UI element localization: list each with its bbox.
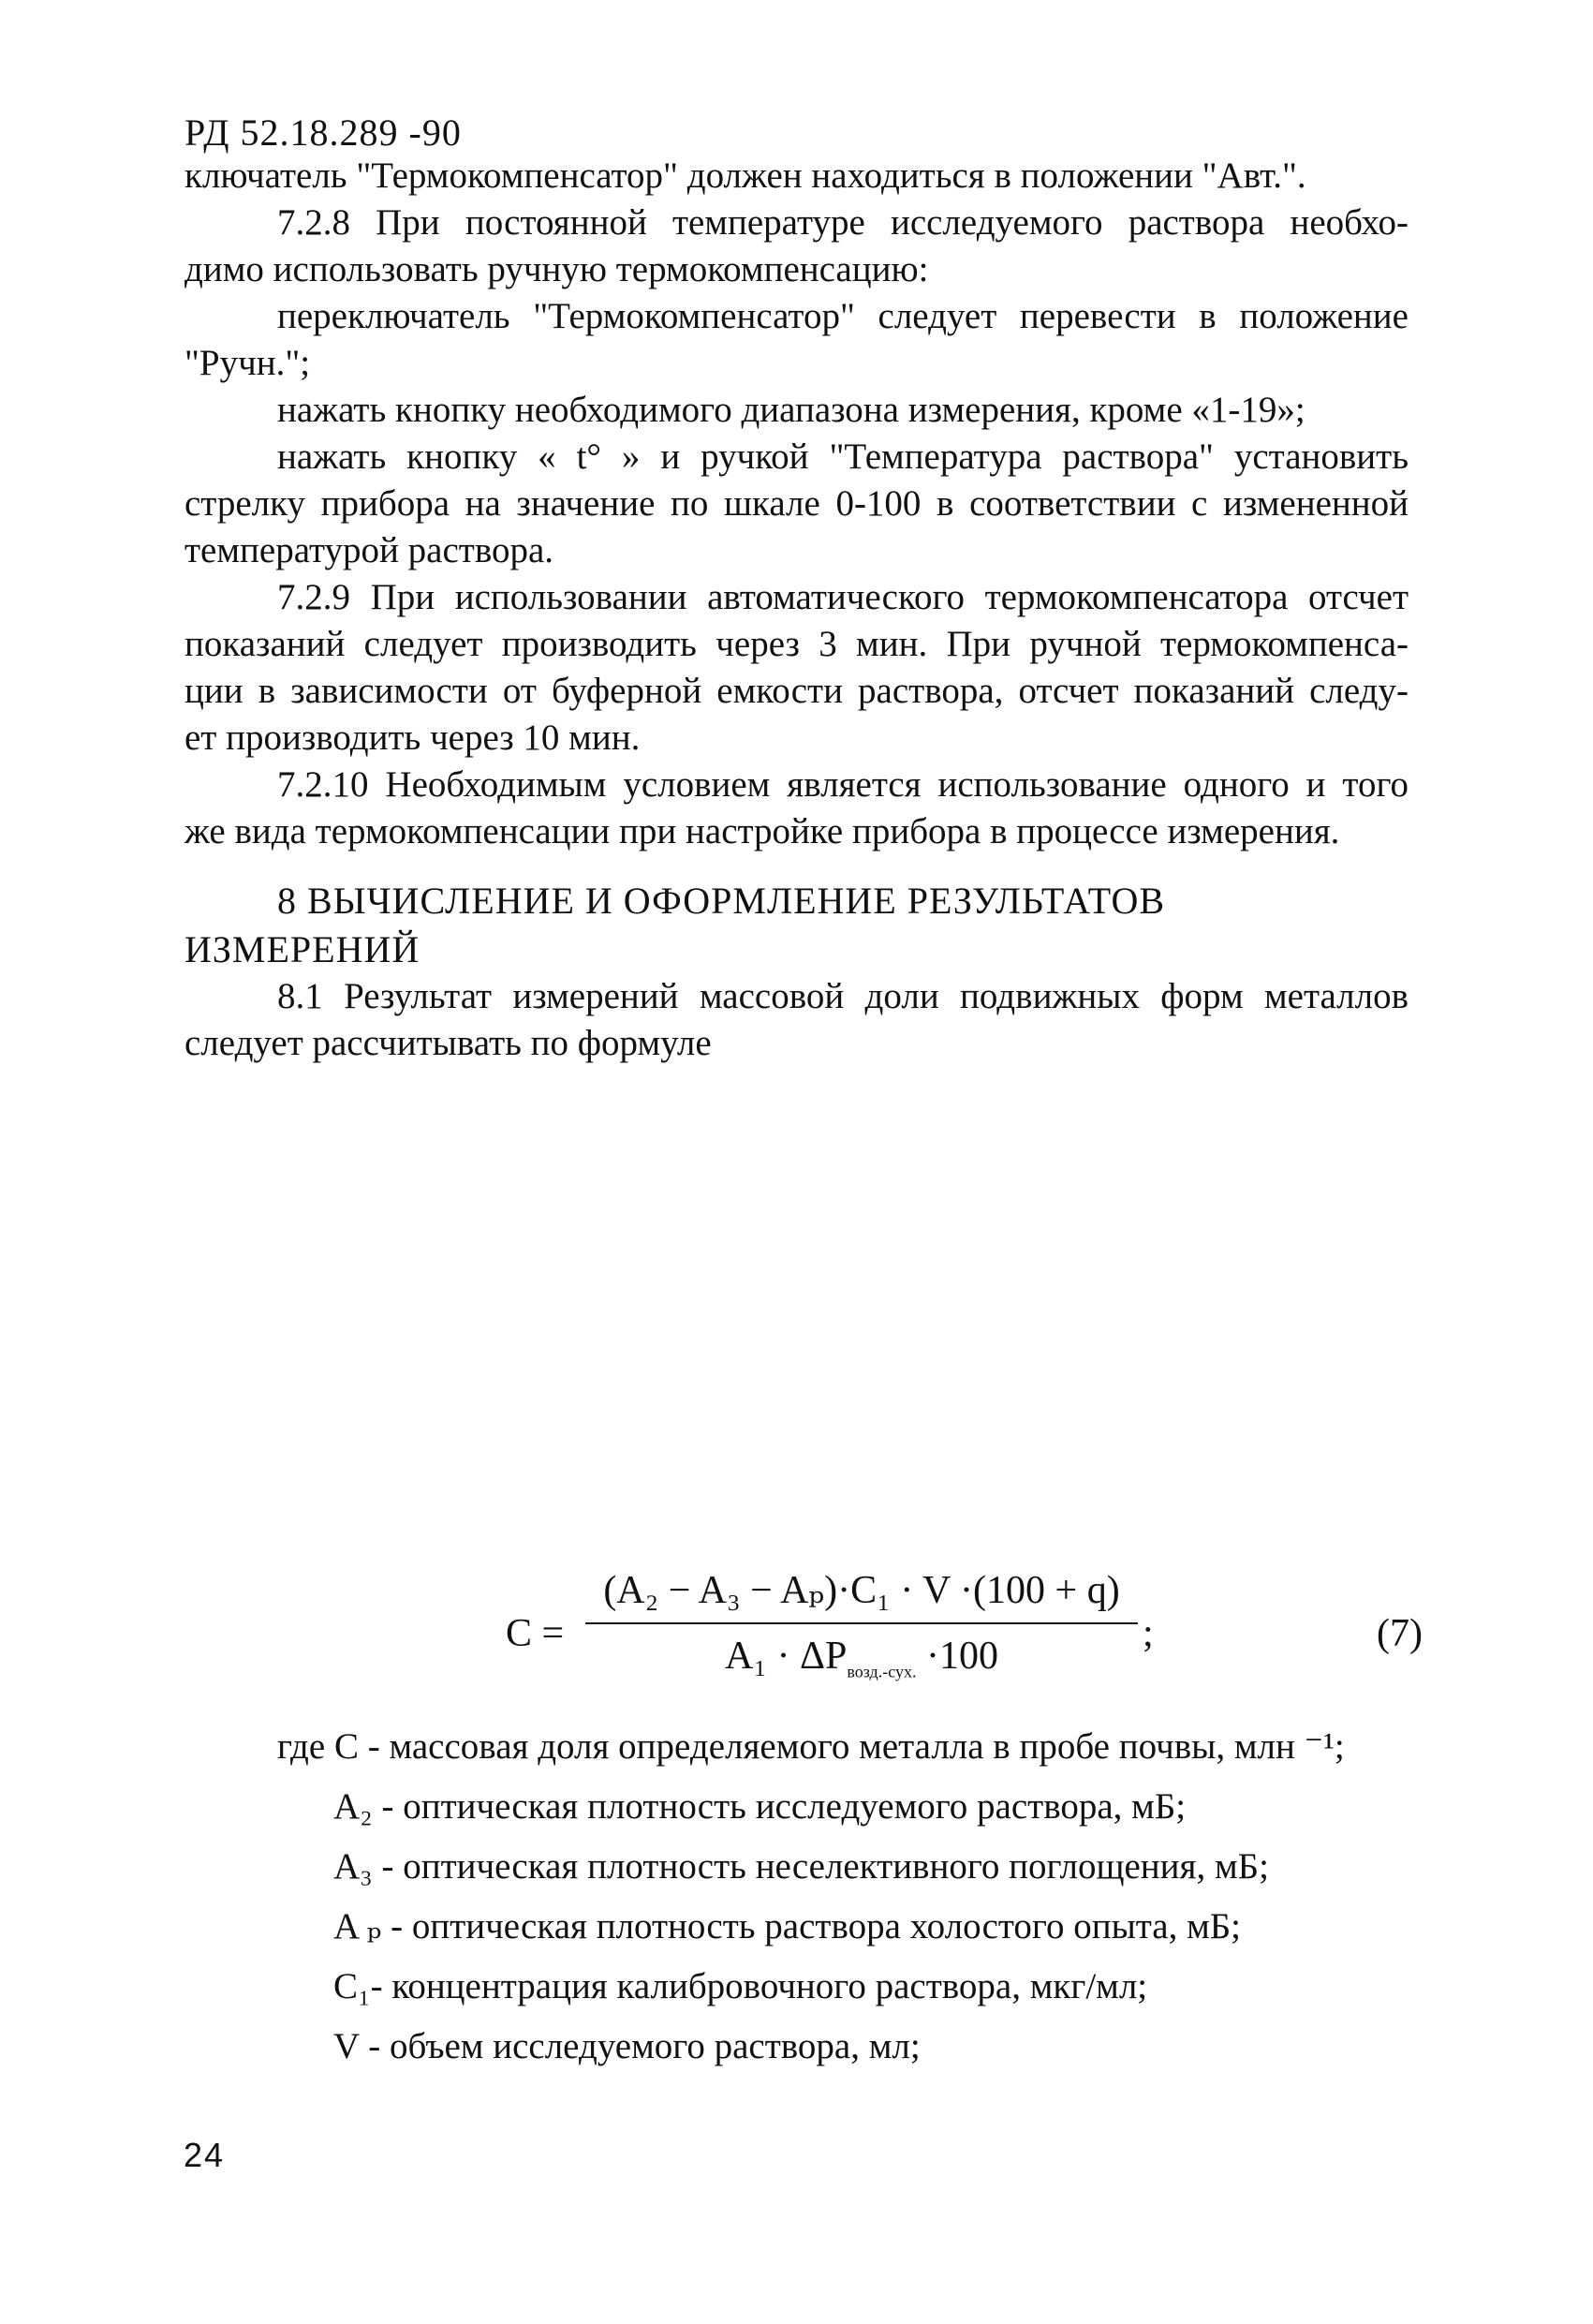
text-line: 8.1 Результат измерений массовой доли подвижных форм металлов bbox=[277, 976, 1409, 1016]
formula-denominator: $A_1 \cdot \Delta P_{возд.-сух.} \cdot 100$ bbox=[725, 1635, 998, 1681]
text-line: 7.2.8 При постоянной температуре исследуемого раствора необхо- bbox=[277, 202, 1409, 243]
text-line: стрелку прибора на значение по шкале 0-100 в соответствии с измененной bbox=[184, 483, 1409, 524]
definition-item: A₂ - оптическая плотность исследуемого раствора, мБ; bbox=[333, 1786, 1187, 1827]
formula-lhs: C = bbox=[506, 1612, 565, 1655]
formula-terminator: ; bbox=[1143, 1612, 1154, 1655]
text-line: ет производить через 10 мин. bbox=[184, 718, 641, 758]
equation-number: (7) bbox=[1377, 1612, 1423, 1655]
text-line: переключатель "Термокомпенсатор" следует перевести в положение bbox=[277, 296, 1409, 336]
text-line: температурой раствора. bbox=[184, 530, 554, 570]
text-line: 7.2.10 Необходимым условием является использование одного и того bbox=[277, 764, 1409, 805]
definition-item: A ₚ - оптическая плотность раствора холостого опыта, мБ; bbox=[333, 1906, 1242, 1947]
section-heading: 8 ВЫЧИСЛЕНИЕ И ОФОРМЛЕНИЕ РЕЗУЛЬТАТОВ bbox=[277, 880, 1166, 922]
section-heading-cont: ИЗМЕРЕНИЙ bbox=[184, 928, 420, 970]
document-code-header: РД 52.18.289 -90 bbox=[184, 111, 462, 154]
text-line: 7.2.9 При использовании автоматического термокомпенсатора отсчет bbox=[277, 577, 1409, 617]
text-line: показаний следует производить через 3 мин. При ручной термокомпенса- bbox=[184, 624, 1409, 664]
definition-item: где С - массовая доля определяемого металла в пробе почвы, млн ⁻¹; bbox=[277, 1726, 1345, 1767]
text-line: димо использовать ручную термокомпенсацию: bbox=[184, 249, 929, 289]
page-number: 24 bbox=[184, 2136, 226, 2174]
text-line: нажать кнопку « t° » и ручкой "Температура раствора" установить bbox=[277, 437, 1409, 477]
definition-item: A₃ - оптическая плотность неселективного поглощения, мБ; bbox=[333, 1846, 1269, 1887]
definition-item: C₁- концентрация калибровочного раствора, мкг/мл; bbox=[333, 1966, 1148, 2006]
formula-numerator: (A₂ − A₃ − Aₚ)·C₁ · V ·(100 + q) bbox=[603, 1569, 1120, 1612]
formula-7 bbox=[506, 1566, 1161, 1697]
text-line: "Ручн."; bbox=[184, 343, 311, 383]
text-line: следует рассчитывать по формуле bbox=[184, 1023, 712, 1063]
text-line: ключатель "Термокомпенсатор" должен находиться в положении "Авт.". bbox=[184, 155, 1306, 196]
definition-item: V - объем исследуемого раствора, мл; bbox=[333, 2026, 921, 2066]
fraction-bar bbox=[585, 1622, 1138, 1624]
text-line: ции в зависимости от буферной емкости раствора, отсчет показаний следу- bbox=[184, 671, 1409, 711]
text-line: же вида термокомпенсации при настройке прибора в процессе измерения. bbox=[184, 811, 1340, 851]
text-line: нажать кнопку необходимого диапазона измерения, кроме «1-19»; bbox=[277, 390, 1305, 430]
